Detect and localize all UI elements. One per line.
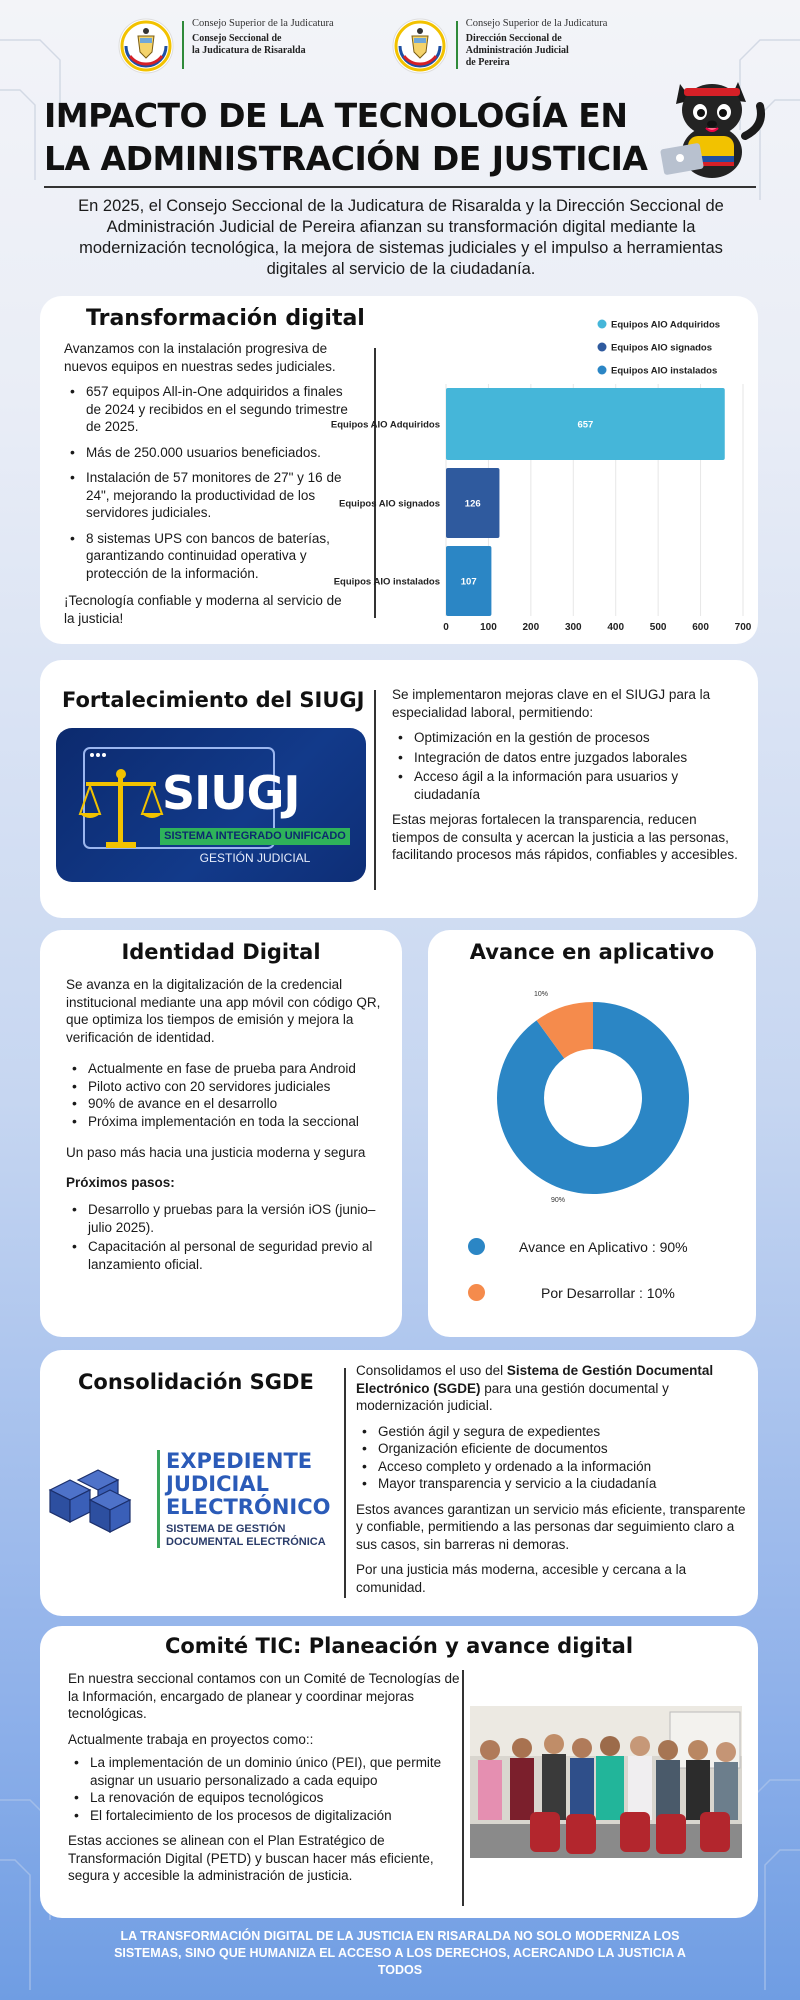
- legend-label-por-desarrollar: Por Desarrollar : 10%: [541, 1284, 675, 1301]
- logo-consejo-seccional: [118, 18, 334, 74]
- progress-donut-chart: [468, 980, 718, 1204]
- logo-divider: [182, 21, 184, 69]
- donut-slice-label: 90%: [550, 1197, 566, 1204]
- sgde-text: [356, 1362, 748, 1596]
- legend-dot: [598, 366, 607, 375]
- team-photo: [470, 1706, 742, 1858]
- identity-bullets: [66, 1060, 386, 1130]
- title-line-1: IMPACTO DE LA TECNOLOGÍA EN: [44, 96, 628, 135]
- logo2-line1: Consejo Superior de la Judicatura: [465, 18, 608, 29]
- title-line-2: LA ADMINISTRACIÓN DE JUSTICIA: [44, 139, 648, 178]
- siugj-bullets: [392, 729, 742, 803]
- x-tick-label: 300: [564, 622, 582, 633]
- progress-card: [428, 930, 756, 1337]
- tic-paragraph-2: Actualmente trabaja en proyectos como::: [68, 1731, 314, 1747]
- sgde-intro-pre: Consolidamos el uso del: [356, 1363, 507, 1378]
- list-item: • El fortalecimiento de los procesos de digitalización: [68, 1807, 468, 1825]
- sgde-logo-line3: ELECTRÓNICO: [166, 1495, 331, 1519]
- identity-next-label: Próximos pasos:: [66, 1174, 175, 1190]
- sgde-intro-bold: Sistema de Gestión Documental Electrónico (SGDE): [356, 1363, 714, 1396]
- list-item: • La implementación de un dominio único (PEI), que permite asignar un usuario personalizado a cada equipo: [68, 1754, 468, 1789]
- identity-intro: Se avanza en la digitalización de la credencial institucional mediante una app móvil con código QR, que optimiza los tiempos de emisión y mejora la verificación de identidad.: [66, 977, 381, 1045]
- page-title: [44, 94, 704, 180]
- cubes-logo-icon: [48, 1468, 148, 1538]
- sgde-card: [40, 1350, 758, 1616]
- tic-bullets: [68, 1754, 468, 1824]
- list-item: • Acceso ágil a la información para usuarios y ciudadanía: [392, 768, 742, 803]
- vertical-divider: [344, 1368, 346, 1598]
- bar-value-label: 107: [460, 576, 477, 588]
- legend-dot-orange: [468, 1284, 485, 1301]
- list-item: • La renovación de equipos tecnológicos: [68, 1789, 468, 1807]
- x-tick-label: 600: [692, 622, 709, 633]
- list-item: • Más de 250.000 usuarios beneficiados.: [64, 444, 354, 462]
- legend-label: Equipos AIO Adquiridos: [611, 319, 721, 331]
- sgde-logo-text: [166, 1450, 330, 1549]
- tic-committee-card: [40, 1626, 758, 1918]
- list-item: • Mayor transparencia y servicio a la ciudadanía: [356, 1475, 748, 1493]
- logo-divider: [456, 21, 458, 69]
- bar-value-label: 657: [577, 419, 594, 431]
- list-item: • 8 sistemas UPS con bancos de baterías, garantizando continuidad operativa y protección de la información.: [64, 530, 354, 583]
- list-item: • Integración de datos entre juzgados laborales: [392, 749, 742, 767]
- legend-dot-blue: [468, 1238, 485, 1255]
- identity-text: [66, 976, 386, 1273]
- tic-paragraph-1: En nuestra seccional contamos con un Comité de Tecnologías de la Información, encargado de planear y coordinar mejoras tecnológicas.: [68, 1671, 460, 1721]
- colombia-seal-icon: [392, 18, 448, 74]
- donut-slice-label: 10%: [533, 991, 549, 998]
- category-label: Equipos AIO Adquiridos: [330, 419, 440, 431]
- logo2-line3: Administración Judicial: [465, 45, 569, 56]
- legend-label: Equipos AIO instalados: [611, 365, 718, 377]
- transformation-title: Transformación digital: [86, 306, 365, 331]
- transformation-closing: ¡Tecnología confiable y moderna al servicio de la justicia!: [64, 593, 342, 626]
- transformation-bullets: [64, 383, 354, 582]
- tic-text: [68, 1670, 468, 1885]
- x-tick-label: 100: [480, 622, 497, 633]
- vertical-divider: [462, 1670, 464, 1906]
- list-item: • Acceso completo y ordenado a la información: [356, 1458, 748, 1476]
- progress-title: Avance en aplicativo: [469, 940, 715, 964]
- list-item: • Próxima implementación en toda la seccional: [66, 1113, 386, 1131]
- legend-label: Equipos AIO signados: [611, 342, 712, 354]
- category-label: Equipos AIO instalados: [333, 576, 440, 588]
- logo2-line4: de Pereira: [465, 57, 510, 68]
- sgde-logo-sub2: DOCUMENTAL ELECTRÓNICA: [166, 1536, 326, 1548]
- legend-dot: [598, 320, 607, 329]
- intro-paragraph: En 2025, el Consejo Seccional de la Judicatura de Risaralda y la Dirección Seccional de Administración Judicial de Pereira afianzan su transformación digital mediante la modernización tecnológica, la mejora de sistemas judiciales y el impulso a herramientas digitales al servicio de la ciudadanía.: [78, 197, 724, 278]
- sgde-paragraph-3: Por una justicia más moderna, accesible y cercana a la comunidad.: [356, 1562, 687, 1595]
- header-logos: [118, 18, 607, 74]
- colombia-seal-icon: [118, 18, 174, 74]
- sgde-logo-line1: EXPEDIENTE: [166, 1449, 313, 1473]
- sgde-intro: [356, 1362, 748, 1415]
- list-item: • Actualmente en fase de prueba para Android: [66, 1060, 386, 1078]
- list-item: • Optimización en la gestión de procesos: [392, 729, 742, 747]
- sgde-logo-line2: JUDICIAL: [166, 1472, 269, 1496]
- list-item: • Organización eficiente de documentos: [356, 1440, 748, 1458]
- tic-paragraph-3: Estas acciones se alinean con el Plan Estratégico de Transformación Digital (PETD) y buscan hacer más eficiente, segura y accesible la administración de justicia.: [68, 1833, 434, 1883]
- legend-label-avance: Avance en Aplicativo : 90%: [519, 1238, 688, 1255]
- tic-title: Comité TIC: Planeación y avance digital: [164, 1634, 634, 1658]
- title-underline: [44, 186, 756, 188]
- vertical-divider: [374, 690, 376, 890]
- list-item: • 90% de avance en el desarrollo: [66, 1095, 386, 1113]
- list-item: • Piloto activo con 20 servidores judiciales: [66, 1078, 386, 1096]
- logo1-line2: Consejo Seccional de: [192, 33, 282, 44]
- sgde-logo-sub1: SISTEMA DE GESTIÓN: [166, 1523, 286, 1535]
- transformation-text: [64, 340, 354, 627]
- category-label: Equipos AIO signados: [339, 498, 440, 510]
- logo2-line2: Dirección Seccional de: [465, 33, 562, 44]
- siugj-title: Fortalecimiento del SIUGJ: [62, 688, 365, 712]
- footer-message: LA TRANSFORMACIÓN DIGITAL DE LA JUSTICIA EN RISARALDA NO SOLO MODERNIZA LOS SISTEMAS, SINO QUE HUMANIZA EL ACCESO A LOS DERECHOS, ACERCANDO LA JUSTICIA A TODOS: [114, 1929, 686, 1977]
- siugj-logo-word: SIUGJ: [162, 766, 300, 820]
- list-item: • 657 equipos All-in-One adquiridos a finales de 2024 y recibidos en el segundo trimestre de 2025.: [64, 383, 354, 436]
- x-tick-label: 500: [649, 622, 667, 633]
- sgde-title: Consolidación SGDE: [78, 1370, 314, 1394]
- transformation-card: [40, 296, 758, 644]
- siugj-closing: Estas mejoras fortalecen la transparencia, reducen tiempos de consulta y acercan la justicia a las personas, facilitando procesos más rápidos, confiables y accesibles.: [392, 812, 738, 862]
- siugj-logo-strip: SISTEMA INTEGRADO UNIFICADO: [160, 828, 350, 845]
- legend-item-por-desarrollar: [468, 1284, 675, 1301]
- list-item: • Instalación de 57 monitores de 27" y 16 de 24", mejorando la productividad de los servidores judiciales.: [64, 469, 354, 522]
- transformation-intro: Avanzamos con la instalación progresiva de nuevos equipos en nuestras sedes judiciales.: [64, 341, 336, 374]
- identity-next-bullets: [66, 1201, 386, 1273]
- siugj-intro: Se implementaron mejoras clave en el SIUGJ para la especialidad laboral, permitiendo:: [392, 687, 711, 720]
- sgde-bullets: [356, 1423, 748, 1493]
- list-item: • Desarrollo y pruebas para la versión iOS (junio–julio 2025).: [66, 1201, 386, 1236]
- mascot-dog-laptop-icon: [650, 66, 770, 186]
- identity-middle: Un paso más hacia una justicia moderna y segura: [66, 1145, 366, 1160]
- siugj-text: [392, 686, 742, 864]
- siugj-logo-subtitle: GESTIÓN JUDICIAL: [199, 851, 311, 865]
- identity-title: Identidad Digital: [121, 940, 321, 964]
- x-tick-label: 400: [607, 622, 625, 633]
- aio-equipment-bar-chart: [330, 296, 756, 636]
- legend-dot: [598, 343, 607, 352]
- sgde-paragraph-2: Estos avances garantizan un servicio más eficiente, transparente y confiable, permitiendo a las personas dar seguimiento claro a sus casos, sin barreras ni demoras.: [356, 1501, 746, 1552]
- x-tick-label: 0: [443, 622, 449, 633]
- list-item: • Capacitación al personal de seguridad previo al lanzamiento oficial.: [66, 1238, 386, 1273]
- logo-direccion-seccional: [392, 18, 608, 74]
- x-tick-label: 200: [522, 622, 540, 633]
- logo1-line3: la Judicatura de Risaralda: [192, 45, 306, 56]
- sgde-logo-bar: [157, 1450, 160, 1548]
- identity-card: [40, 930, 402, 1337]
- sgde-intro-post: para una gestión documental y modernización judicial.: [356, 1380, 669, 1413]
- siugj-banner-image: [56, 728, 366, 882]
- team-photo-illustration: [470, 1706, 742, 1858]
- siugj-card: [40, 660, 758, 918]
- logo1-line1: Consejo Superior de la Judicatura: [192, 18, 334, 29]
- legend-item-avance: [468, 1238, 688, 1255]
- list-item: • Gestión ágil y segura de expedientes: [356, 1423, 748, 1441]
- bar-value-label: 126: [464, 498, 481, 510]
- x-tick-label: 700: [734, 622, 752, 633]
